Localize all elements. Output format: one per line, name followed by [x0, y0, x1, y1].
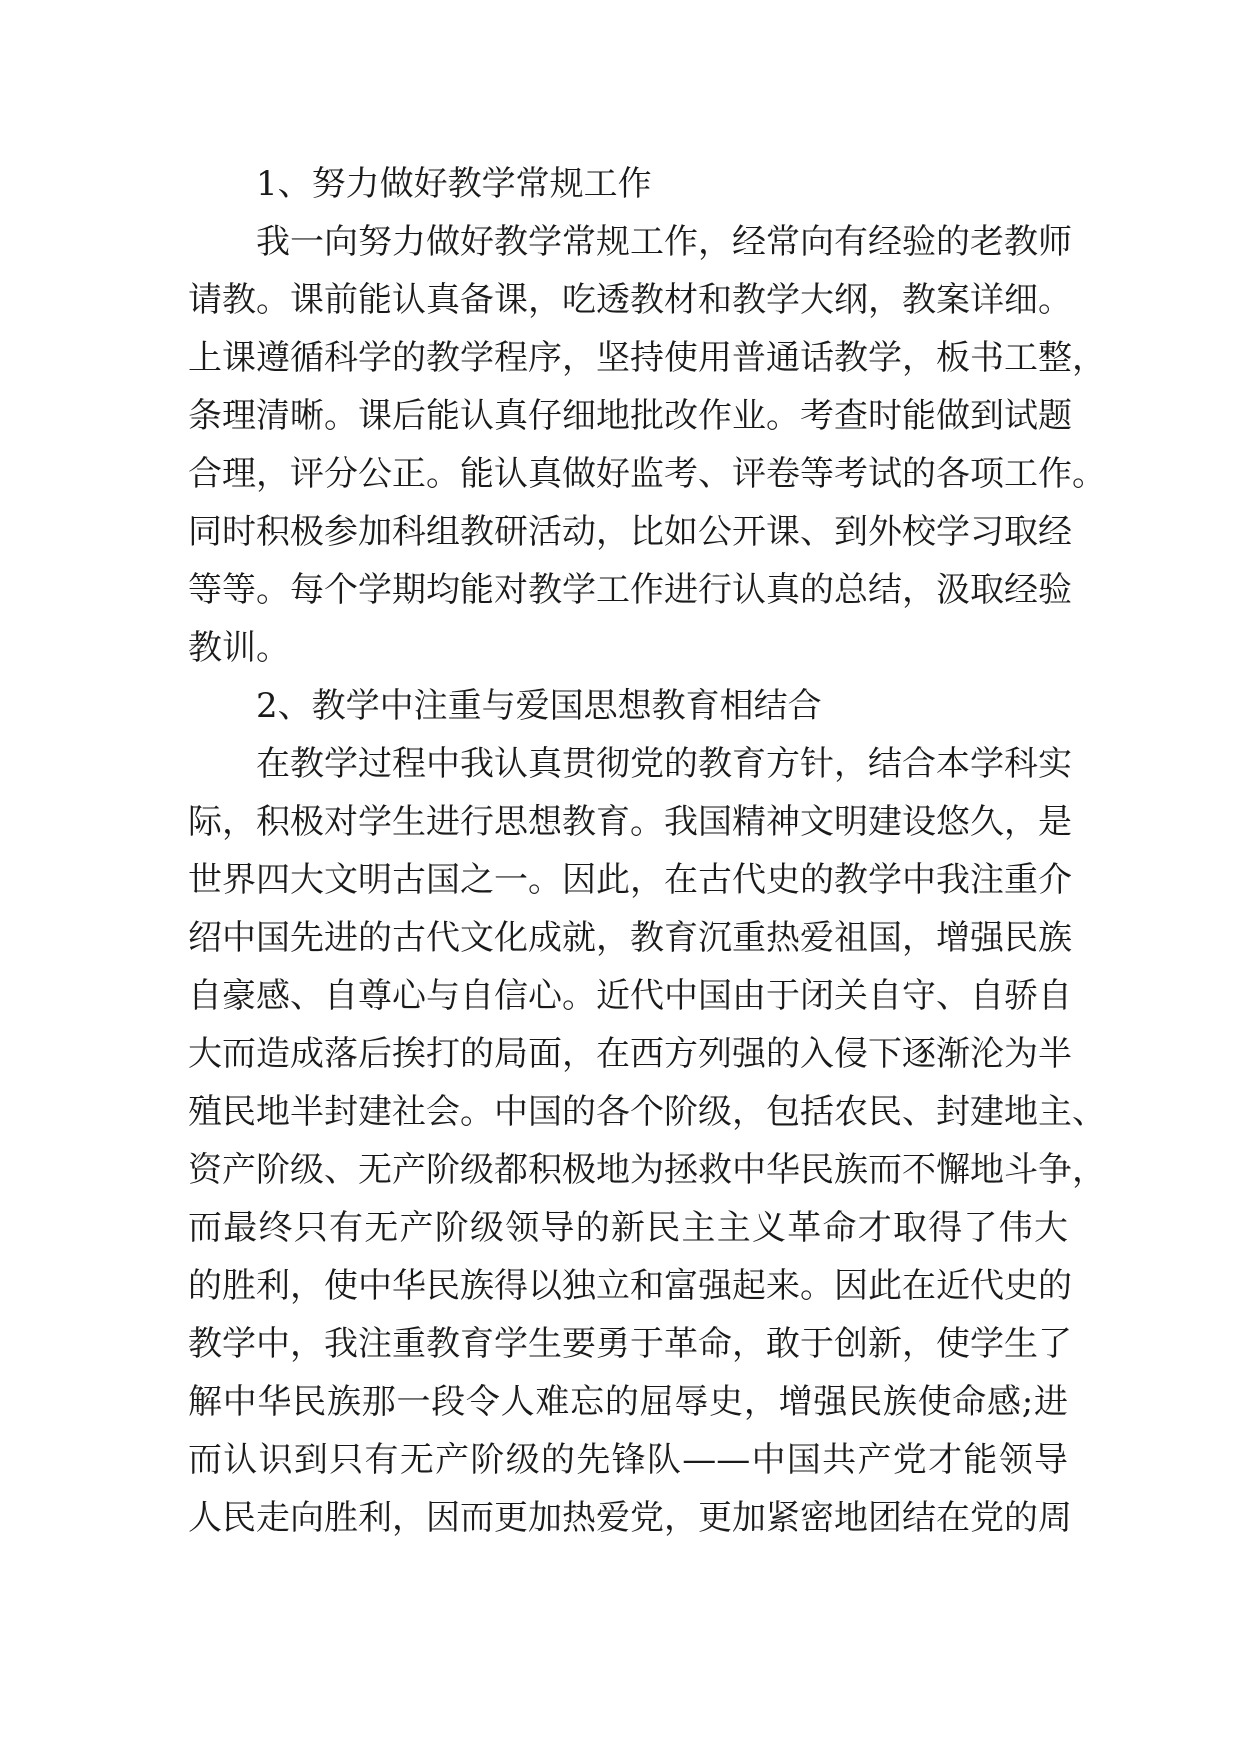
paragraph-line: 教训。 — [188, 628, 290, 668]
paragraph-line: 绍中国先进的古代文化成就，教育沉重热爱祖国，增强民族 — [188, 918, 1072, 958]
paragraph-line: 同时积极参加科组教研活动，比如公开课、到外校学习取经 — [188, 512, 1072, 552]
paragraph-line: 教学中，我注重教育学生要勇于革命，敢于创新，使学生了 — [188, 1324, 1072, 1364]
paragraph-line: 而最终只有无产阶级领导的新民主主义革命才取得了伟大 — [188, 1208, 1068, 1248]
section-heading-1: 1、努力做好教学常规工作 — [256, 164, 652, 204]
paragraph-line: 条理清晰。课后能认真仔细地批改作业。考查时能做到试题 — [188, 396, 1072, 436]
section-heading-2: 2、教学中注重与爱国思想教育相结合 — [256, 686, 822, 726]
paragraph-line: 自豪感、自尊心与自信心。近代中国由于闭关自守、自骄自 — [188, 976, 1072, 1016]
paragraph-line: 的胜利，使中华民族得以独立和富强起来。因此在近代史的 — [188, 1266, 1072, 1306]
paragraph-line: 际，积极对学生进行思想教育。我国精神文明建设悠久，是 — [188, 802, 1072, 842]
paragraph-line: 在教学过程中我认真贯彻党的教育方针，结合本学科实 — [256, 744, 1072, 784]
paragraph-line: 世界四大文明古国之一。因此，在古代史的教学中我注重介 — [188, 860, 1072, 900]
paragraph-line: 请教。课前能认真备课，吃透教材和教学大纲，教案详细。 — [188, 280, 1072, 320]
paragraph-line: 资产阶级、无产阶级都积极地为拯救中华民族而不懈地斗争， — [188, 1150, 1106, 1190]
paragraph-line: 等等。每个学期均能对教学工作进行认真的总结，汲取经验 — [188, 570, 1072, 610]
paragraph-line: 而认识到只有无产阶级的先锋队——中国共产党才能领导 — [188, 1440, 1068, 1480]
paragraph-line: 大而造成落后挨打的局面，在西方列强的入侵下逐渐沦为半 — [188, 1034, 1072, 1074]
document-body — [188, 155, 1106, 1547]
paragraph-line: 人民走向胜利，因而更加热爱党，更加紧密地团结在党的周 — [188, 1498, 1072, 1538]
paragraph-line: 殖民地半封建社会。中国的各个阶级，包括农民、封建地主、 — [188, 1092, 1106, 1132]
paragraph-line: 我一向努力做好教学常规工作，经常向有经验的老教师 — [256, 222, 1072, 262]
paragraph-line: 合理，评分公正。能认真做好监考、评卷等考试的各项工作。 — [188, 454, 1106, 494]
paragraph-line: 解中华民族那一段令人难忘的屈辱史，增强民族使命感;进 — [188, 1382, 1068, 1422]
paragraph-line: 上课遵循科学的教学程序，坚持使用普通话教学，板书工整， — [188, 338, 1106, 378]
